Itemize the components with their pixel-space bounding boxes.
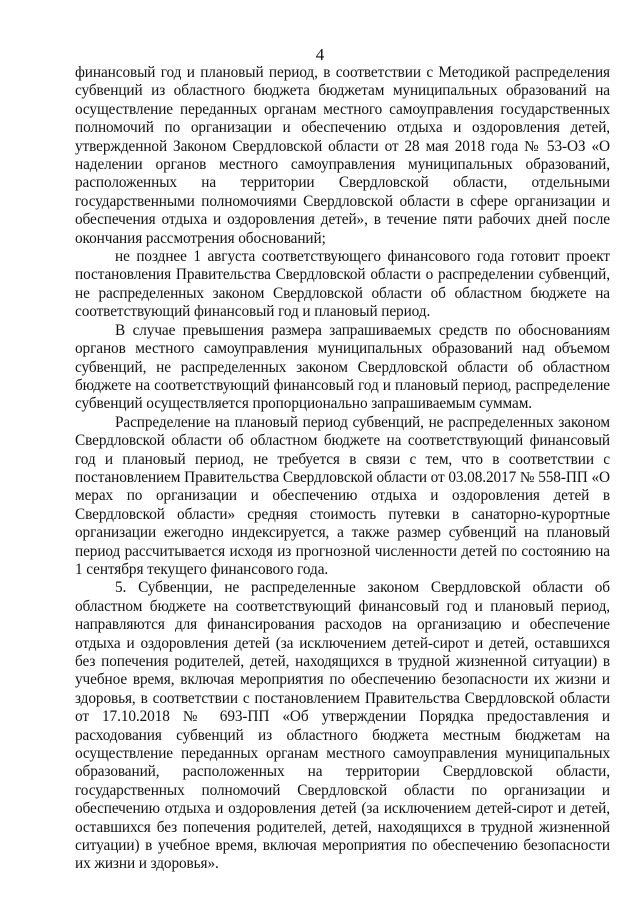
paragraph-deadline: не позднее 1 августа соответствующего финансового года готовит проект постановления Правительства Свердловской области о распределении субвенций, не распределенных законом Свердловской области об областном бюджете на соответствующий финансовый год и плановый период.: [75, 248, 610, 321]
paragraph-clause-5: 5. Субвенции, не распределенные законом Свердловской области об областном бюджете на соответствующий финансовый год и плановый период, направляются для финансирования расходов на организацию и обеспечение отдыха и оздоровления детей (за исключением детей-сирот и детей, оставшихся без попечения родителей, детей, находящихся в трудной жизненной ситуации) в учебное время, включая мероприятия по обеспечению безопасности их жизни и здоровья, в соответствии с постановлением Правительства Свердловской области от 17.10.2018 № 693-ПП «Об утверждении Порядка предоставления и расходования субвенций из областного бюджета местным бюджетам на осуществление переданных органам местного самоуправления муниципальных образований, расположенных на территории Свердловской области, государственных полномочий Свердловской области по организации и обеспечению отдыха и оздоровления детей (за исключением детей-сирот и детей, оставшихся без попечения родителей, детей, находящихся в трудной жизненной ситуации) в учебное время, включая мероприятия по обеспечению безопасности их жизни и здоровья».: [75, 579, 610, 873]
paragraph-excess-allocation: В случае превышения размера запрашиваемых средств по обоснованиям органов местного самоуправления муниципальных образований над объемом субвенций, не распределенных законом Свердловской области об областном бюджете на соответствующий финансовый год и плановый период, распределение субвенций осуществляется пропорционально запрашиваемым суммам.: [75, 321, 610, 413]
paragraph-planning-period: Распределение на плановый период субвенций, не распределенных законом Свердловской области об областном бюджете на соответствующий финансовый год и плановый период, не требуется в связи с тем, что в соответствии с постановлением Правительства Свердловской области от 03.08.2017 № 558-ПП «О мерах по организации и обеспечению отдыха и оздоровления детей в Свердловской области» средняя стоимость путевки в санаторно-курортные организации ежегодно индексируется, а также размер субвенций на плановый период рассчитывается исходя из прогнозной численности детей по состоянию на 1 сентября текущего финансового года.: [75, 413, 610, 578]
paragraph-continuation: финансовый год и плановый период, в соответствии с Методикой распределения субвенций из областного бюджета бюджетам муниципальных образований на осуществление переданных органам местного самоуправления государственных полномочий по организации и обеспечению отдыха и оздоровления детей, утвержденной Законом Свердловской области от 28 мая 2018 года № 53-ОЗ «О наделении органов местного самоуправления муниципальных образований, расположенных на территории Свердловской области, отдельными государственными полномочиями Свердловской области в сфере организации и обеспечения отдыха и оздоровления детей», в течение пяти рабочих дней после окончания рассмотрения обоснований;: [75, 64, 610, 247]
document-body: [75, 64, 610, 874]
page-number: 4: [315, 45, 325, 64]
